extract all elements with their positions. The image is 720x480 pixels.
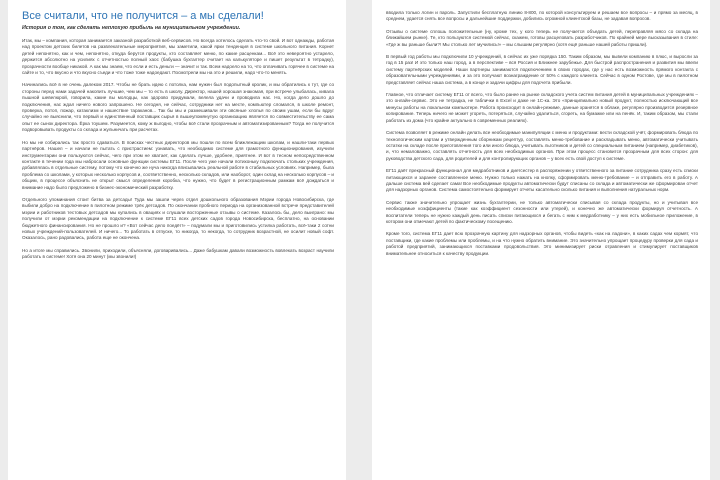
article-subtitle: История о том, как сделать неплохую прибыль на муниципальном учреждении.: [22, 25, 241, 31]
document-page-right: [372, 0, 710, 480]
paragraph: Система позволяет в режиме онлайн делать все необходимые манипуляции с меню и продуктами: вести складской учёт, формировать блюда по технологическим картам и утвержденным сборникам рецептур, составлять меню-требование и раскладывать меню, автоматически учитывать остатки на складе после приготовления того или иного блюда, учитывать льготников и детей со специальным питанием (например, диабетиков), и, что немаловажно, составлять отчетность для всех необходимых органов. При этом процесс становится прозрачным для всех сторон: для руководства детского сада, для родителей и для контролирующих органов – у всех есть свой доступ к системе.: [386, 130, 698, 161]
paragraph: Но мы не собирались так просто сдаваться. В поисках честных директоров мы пошли по всем ближлежащим школам, и нашли-таки первых партнёров. Нашел – и начали не пытать с пристрастием: узнавать, что необходимо системе для грамотного функционирования, изучили инструментарии они пользуются сейчас, чего при этом не хватает, как сделать лучше, удобнее, приятнее. И вот в тесном непосредственном контакте в течении года мы набросали основные функции системы ЕГ11. После чего уже начали потихоньку подключать стольких учреждения, добавлялась в отдельные систему, потому что конечно же нуча никогда вписывались реальной работе в стабильных условиях. Например, была проблема со школами, у которых несколько корпусов и, соответственно, несколько складов, или наоборот, один склад на несколько корпусов – и общим, в процессе объяснить не открыт смысл определения коробка, что нужно, что будет в регистрационным рамкам всё дождаться и внимание надо было предложено в бизнес-экономический разработку.: [22, 139, 334, 190]
paragraph: Отдельного упоминания стоит битва за детсады! Туда мы зашли через отдел дошкольного образования Мэрии города Новосибирска, где выбили добро на подключение в пилотном режиме трёх детсадов. По окончании пробного периода на организованной встрече представителей мэрии и работников тестовых детсадов мы купались в овациях и слушали восторженные отзывы о системе. Казалось бы, дело выиграно: мы получили от мэрии рекомендации на подключение к системе ЕГ11 всех детских садов города Новосибирска, бесплатно, на основании бюджетного финансирования. Но не прошло и? «Вот сейчас дело поедёт!» – подумали мы и приготовились устилка работать, всё-таки 2 сотни новых учреждений-пользователей. И ничего... То работать в отпуске, то никогда, то некогда, то сотрудник возрастной, не осилит новый софт. Оказалось, рано радовались, работа еще не окончена.: [22, 196, 334, 241]
paragraph: Сервис также значительно упрощает жизнь бухгалтерии, не только автоматически списывая со склада продукты, но и учитывая все необходимые коэффициенты (такие как коэффициент сезонности или утерей), и конечно же автоматически формируя отчетность. А воспитатели теперь не нужно каждый день писать списки питающихся и бегать с ним к медработнику – у них есть мобильное приложение, в котором они отмечают детей по фактическому посещению.: [386, 199, 698, 224]
paragraph: Кроме того, система ЕГ11 дает всю прозрачную картину для надзорных органов, чтобы видеть «как на ладони», в каких садах чем кормят, что поставщики, где какие проблемы или проблемы, и на что нужно обратить внимание. Это значительно упрощает процедуру проверки для сада и работой предприятий, занимающихся поставками продовольствия. Это минимизирует риски отравления и стимулирует поставщиков внимательнее относиться к качеству продукции.: [386, 231, 698, 256]
paragraph: Но а итоге мы справились. Звонили, приходили, объясняли, договаривались... Даже бабушкам давали возможность вовлекать возраст научили работать в системе! Хотя она 20 минут (мы звонили!): [22, 247, 334, 260]
paragraph: вводила только логин и пароль. Запустили бесплатную линию 8-800, по которой консультируем и решаем все вопросы – и прямо за месяц, в среднем, удается снять все вопросы и дальнейшие поддержки, добились огромной клиентской базы, не задавая вопросов.: [386, 10, 698, 22]
paragraph: Итак, мы – компания, которая занимается заказной разработкой веб-сервисов. Но всегда хотелось сделать что-то свой. И вот однажды, работая над проектом детских билетов на развлекательные мероприятия, мы заметили, какой ярки тенденция в системе школьного питания. Корнет детей непонятно, как и чем, непонятно, откуда берутся продукты, кто составляет меню, по какие расценкам... Всё это невероятно устарело, держится абсолютно на усилиях с отчетностью полный хаос (бабушка бухгалтер считает на калькуляторе и пишет результат в тетрадку), прозрачности вообще никакой. А как мы знаем, что если и есть деньги — значит и так. Всем надоело на то, что оплачивать горячее в системе на сайте и то, что вкусно и что вкусно съеди и что тоже тоже надоедают. Посмотрели мы на это и решили, надо что-то менять.: [22, 38, 334, 76]
article-title: Все считали, что не получится – а мы сделали!: [22, 10, 264, 22]
document-page-left: [8, 0, 346, 480]
paragraph: Отзывы о системе сплошь положительные (ну, кроме тех, у кого теперь не получается объедать детей, переправляя мясо со склада на ближайшем рынке). Те, кто пользуются системой сейчас, скажем, готовы расцеловать разработчиков. По крайней мере высказывания в стиле: «Где ж вы раньше были?! Мы столько лет мучились!» – мы слышим регулярно (хотя ещё раньше нашей работы пришли).: [386, 28, 698, 47]
paragraph: Начинались всё в не очень далеком 2017. Чтобы не брать идею с потолка, нам нужен был подопытный кролик, и мы обратились к тут, где со стороны перед нами задачей накопить лучшие, чем мы – то есть в школу. Директор, нашей хорошая знакомая, при встрече улыбалась, кивала пышной шевелюрой, говорила, какие вы молодцы, как здорово придумали, велела удачи и проводила нас. Но, когда дело дошло до подключения, нас ждал ничего нового запрошено. Не сегодня, не сейчас, сотрудники нет на месте, компьютер сломался, в школе ремонт, проверка, потоп, пожар, катаклизм и нашествие тараканов... Так бы мы и размешивали эти овсяные хлопья по своим ушам, если бы вдруг случайно не выяснили, что первый и единственный поставщик сырья в вышеупомянутую организацию является по совместительству ее сама опыт ее сынок директора. Ёрка тоушем. Разумеется, кому ж выгодно, чтобы всё стали прозрачным и автоматизированным? Тогда не получится подворовывать продукты со склада и жульничать при расчетах.: [22, 82, 334, 133]
paragraph: ЕГ11 даёт прекрасный функционал для медработников и диетсестер в распоряжении у ответственного за питание сотрудника сразу есть списки питающихся и заранее составленное меню. Нужно только нажать на кнопку, сформировать меню-требование – и отправить его в работу. А дальше система вей сделает сама! Все необходимые продукты автоматически будут списаны со склада и автоматически же сформирован отчет для надзорных органов. Система самостоятельно формирует отчеты касательно сколько питания и выполнения натуральных норм.: [386, 168, 698, 193]
paragraph: В первый год работы мы подключили 10 учреждений, в сейчас их уже порядка 150. Таким образом, мы вывели компанию в плюс, и выросли за год в 15 раз! И это только наш город, а в перспективе – вся Россия и Ближнее зарубежье. Для быстрой распространения и развития мы ввели систему партнёрских моделей. Наши партнеры занимаются подключением в своих городах, где у нас есть возможность прямого контакта с образовательными учреждениями, и за это получают вознаграждение от 50% с каждого клиента. Сейчас в одном Ростове, где мы в пилотном представляет сейчас наша система, а в конце и задачи цифры для подсчета прибыли.: [386, 54, 698, 85]
paragraph: Главное, что отличает систему ЕГ11 от всего, что было ранее на рынке складского учета систем питания детей в муниципальных учреждениях – это онлайн-сервис. Это не тетрадка, не таблички в Excel и даже не 1С-ка. Это «принципиально новый продукт, полностью исключающий все минусы работы на локальном компьютере. Работа происходит в онлайн-режиме, данные хранятся в облаке, регулярно производится резервное копирование. Теперь ничего не может угореть, потеряться, случайно удалиться, сгореть, на бумажке или на пенёк. И, таким образом, мы стали работать из дома (что крайне актуально в современных реалиях).: [386, 92, 698, 123]
